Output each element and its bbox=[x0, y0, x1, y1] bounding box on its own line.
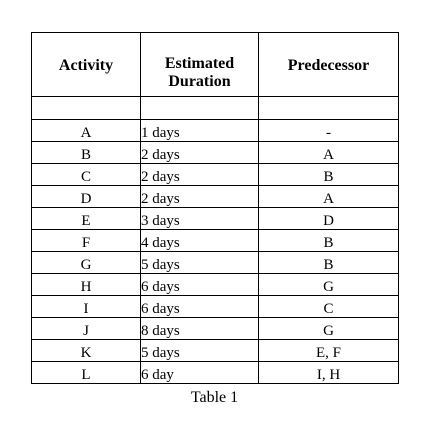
table-row bbox=[32, 296, 399, 318]
predecessor-cell: C bbox=[259, 296, 399, 318]
activity-cell: J bbox=[32, 318, 141, 340]
activity-cell: A bbox=[32, 120, 141, 142]
spacer-cell bbox=[32, 97, 141, 120]
header-duration-line1: Estimated bbox=[164, 55, 235, 72]
duration-cell: 2 days bbox=[141, 142, 259, 164]
predecessor-cell: B bbox=[259, 164, 399, 186]
table-row bbox=[32, 230, 399, 252]
duration-cell: 4 days bbox=[141, 230, 259, 252]
table-caption: Table 1 bbox=[190, 389, 239, 406]
predecessor-cell: G bbox=[259, 318, 399, 340]
activity-cell: D bbox=[32, 186, 141, 208]
predecessor-cell: A bbox=[259, 186, 399, 208]
table-spacer-row bbox=[32, 97, 399, 120]
duration-cell: 6 days bbox=[141, 296, 259, 318]
predecessor-cell: B bbox=[259, 252, 399, 274]
table-row bbox=[32, 164, 399, 186]
predecessor-cell: G bbox=[259, 274, 399, 296]
duration-cell: 2 days bbox=[141, 164, 259, 186]
spacer-cell bbox=[259, 97, 399, 120]
duration-cell: 6 day bbox=[141, 362, 259, 384]
predecessor-cell: B bbox=[259, 230, 399, 252]
activity-cell: F bbox=[32, 230, 141, 252]
activity-cell: G bbox=[32, 252, 141, 274]
header-activity: Activity bbox=[32, 33, 141, 97]
activity-cell: B bbox=[32, 142, 141, 164]
spacer-cell bbox=[141, 97, 259, 120]
duration-cell: 8 days bbox=[141, 318, 259, 340]
table-row bbox=[32, 208, 399, 230]
table-header-row bbox=[32, 33, 399, 97]
predecessor-cell: - bbox=[259, 120, 399, 142]
activity-cell: E bbox=[32, 208, 141, 230]
predecessor-cell: I, H bbox=[259, 362, 399, 384]
activity-cell: C bbox=[32, 164, 141, 186]
table-row bbox=[32, 142, 399, 164]
predecessor-cell: D bbox=[259, 208, 399, 230]
activity-cell: K bbox=[32, 340, 141, 362]
activity-cell: I bbox=[32, 296, 141, 318]
duration-cell: 5 days bbox=[141, 252, 259, 274]
activity-cell: H bbox=[32, 274, 141, 296]
duration-cell: 2 days bbox=[141, 186, 259, 208]
activity-cell: L bbox=[32, 362, 141, 384]
table-row bbox=[32, 362, 399, 384]
table-row bbox=[32, 318, 399, 340]
duration-cell: 6 days bbox=[141, 274, 259, 296]
duration-cell: 1 days bbox=[141, 120, 259, 142]
table-row bbox=[32, 274, 399, 296]
table-row bbox=[32, 252, 399, 274]
table-row bbox=[32, 186, 399, 208]
duration-cell: 5 days bbox=[141, 340, 259, 362]
predecessor-cell: A bbox=[259, 142, 399, 164]
duration-cell: 3 days bbox=[141, 208, 259, 230]
activity-table bbox=[31, 32, 399, 384]
table-body bbox=[32, 97, 399, 384]
header-predecessor: Predecessor bbox=[259, 33, 399, 97]
header-estimated-duration bbox=[141, 33, 259, 97]
predecessor-cell: E, F bbox=[259, 340, 399, 362]
table-row bbox=[32, 120, 399, 142]
table-row bbox=[32, 340, 399, 362]
header-duration-line2: Duration bbox=[168, 73, 231, 90]
